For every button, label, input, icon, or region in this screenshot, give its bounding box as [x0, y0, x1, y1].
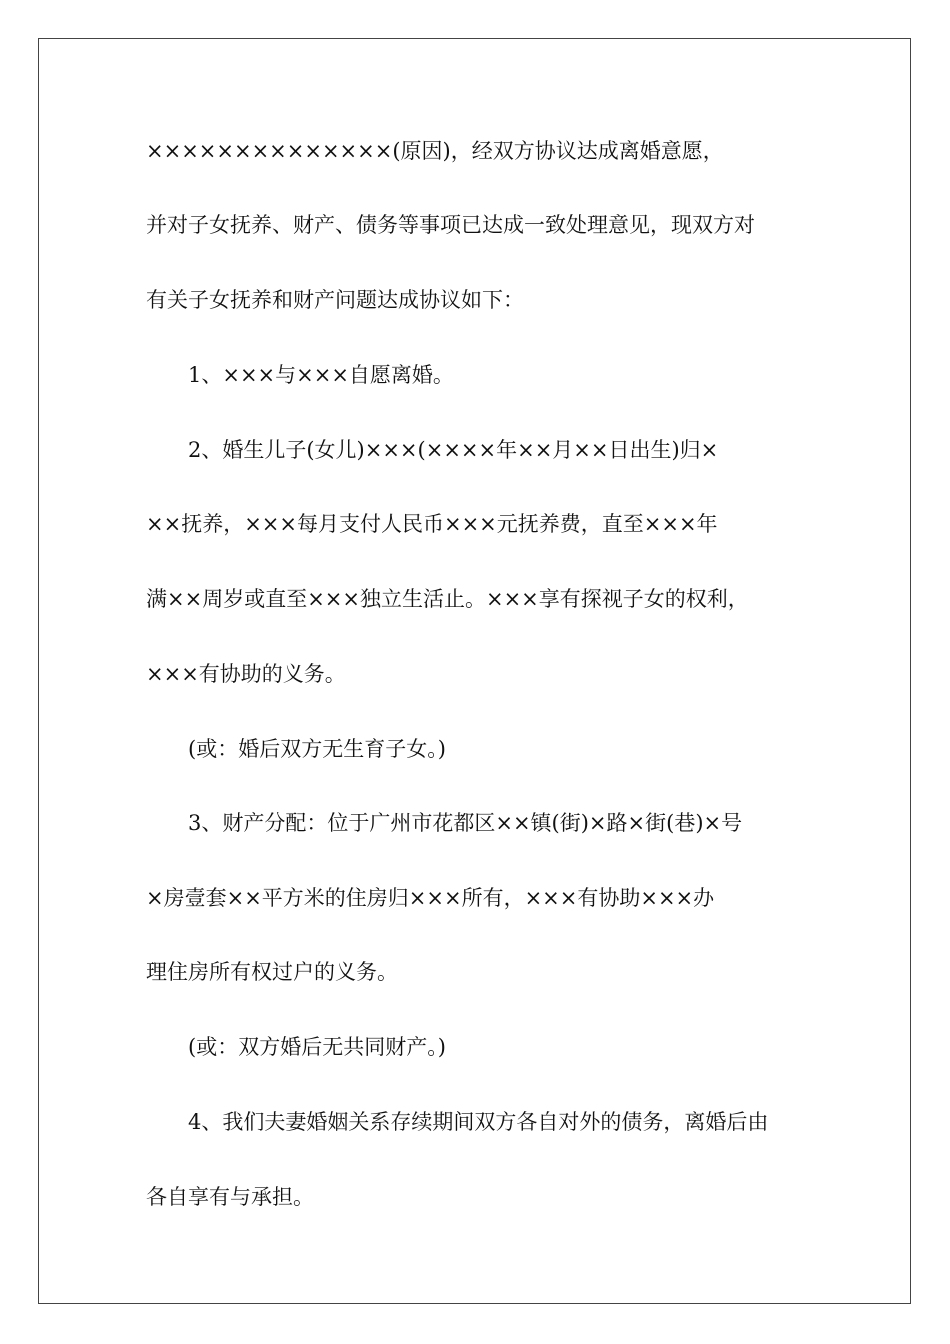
clause-2: 2、婚生儿子(女儿)×××(××××年××月××日出生)归×	[188, 438, 719, 462]
clause-1: 1、×××与×××自愿离婚。	[188, 363, 454, 387]
text-line: 满××周岁或直至×××独立生活止。×××享有探视子女的权利，	[146, 587, 749, 611]
text-line: 理住房所有权过户的义务。	[146, 960, 398, 984]
text-line: ×××有协助的义务。	[146, 662, 346, 686]
clause-3: 3、财产分配：位于广州市花都区××镇(街)×路×街(巷)×号	[188, 811, 743, 835]
text-line: ××××××××××××××(原因)，经双方协议达成离婚意愿，	[146, 139, 724, 163]
text-line: 并对子女抚养、财产、债务等事项已达成一致处理意见，现双方对	[146, 213, 755, 237]
text-line: ×房壹套××平方米的住房归×××所有，×××有协助×××办	[146, 886, 715, 910]
alternative-note: (或：双方婚后无共同财产。)	[188, 1035, 446, 1059]
alternative-note: (或：婚后双方无生育子女。)	[188, 737, 446, 761]
text-line: ××抚养，×××每月支付人民币×××元抚养费，直至×××年	[146, 512, 718, 536]
text-line: 各自享有与承担。	[146, 1185, 314, 1209]
text-line: 有关子女抚养和财产问题达成协议如下：	[146, 288, 524, 312]
clause-4: 4、我们夫妻婚姻关系存续期间双方各自对外的债务，离婚后由	[188, 1110, 769, 1134]
